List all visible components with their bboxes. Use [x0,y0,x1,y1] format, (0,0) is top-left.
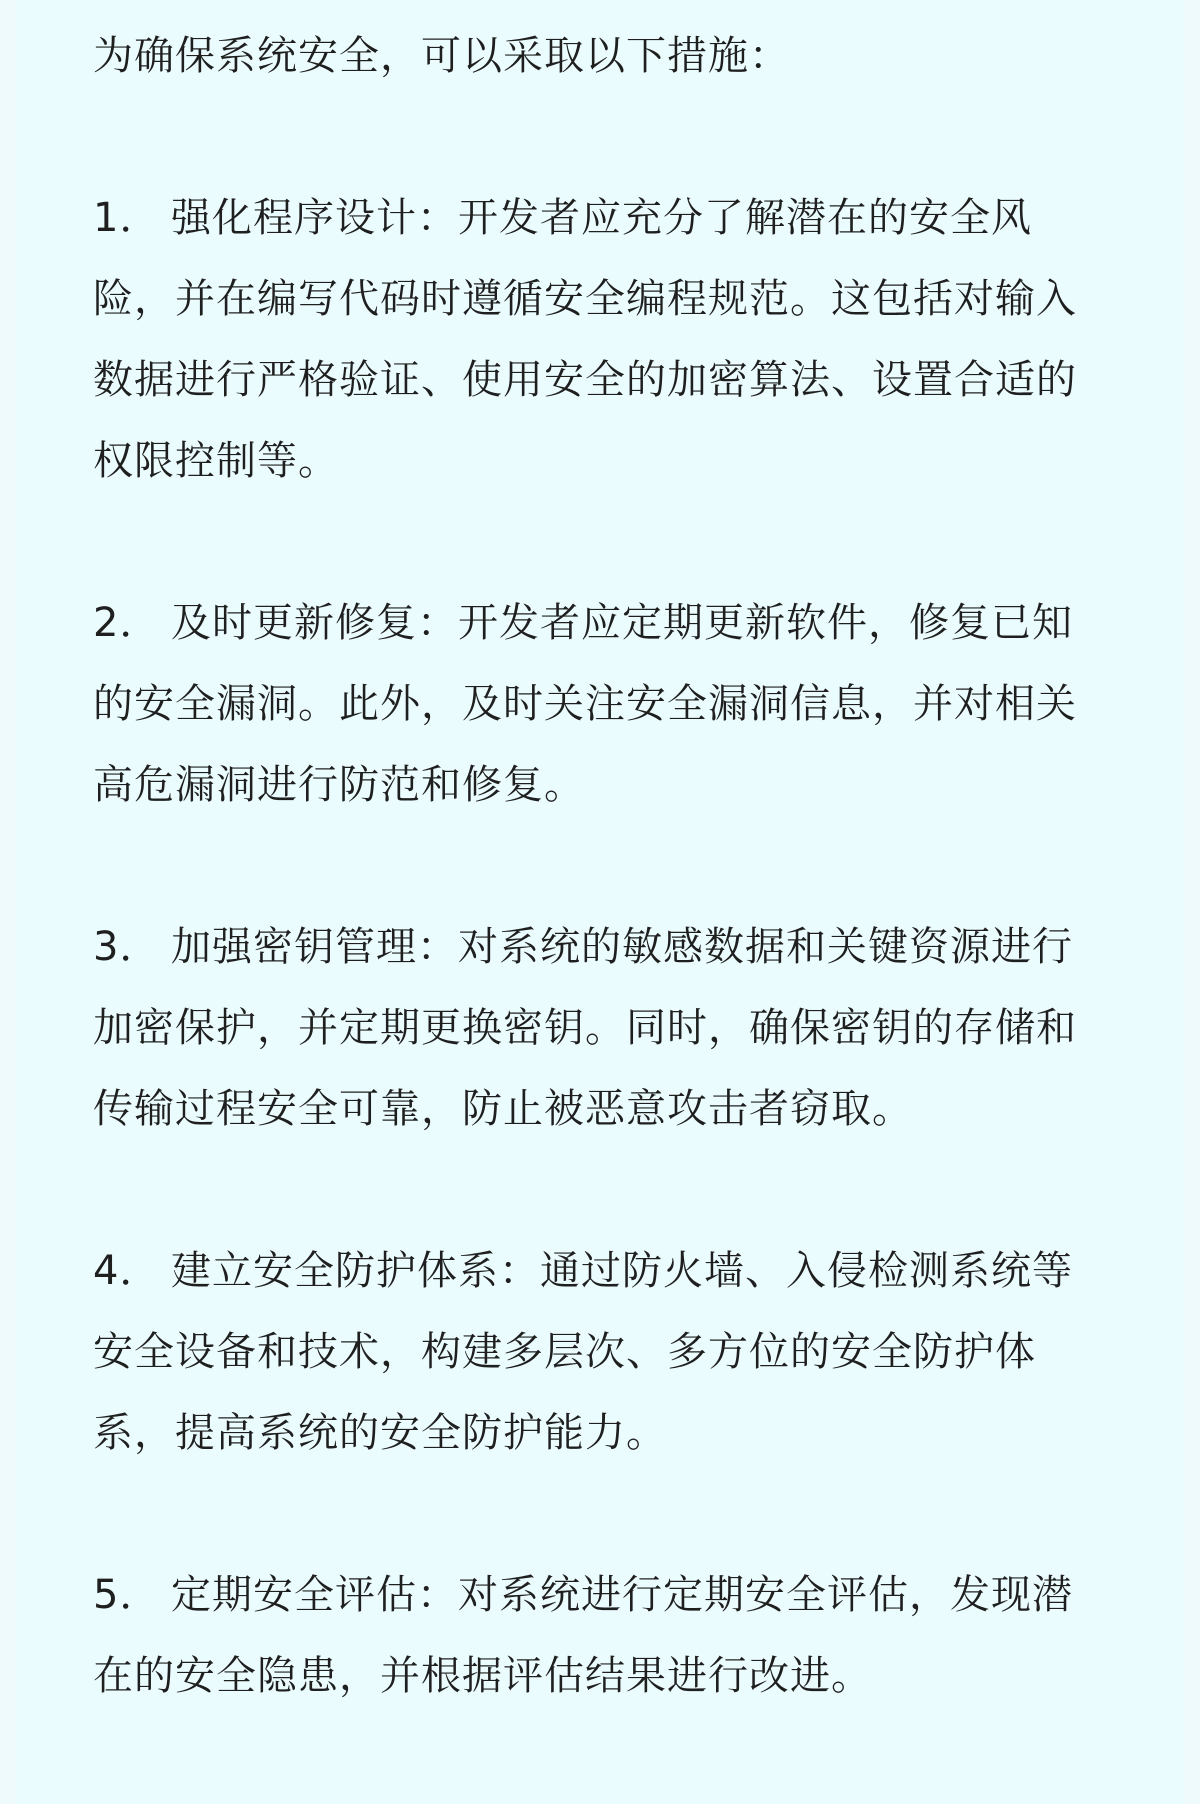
document-body [93,16,1093,1717]
intro-text: 为确保系统安全，可以采取以下措施： [93,33,790,79]
item-text: 及时更新修复：开发者应定期更新软件，修复已知的安全漏洞。此外，及时关注安全漏洞信息，并对相关高危漏洞进行防范和修复。 [93,600,1077,808]
item-text: 加强密钥管理：对系统的敏感数据和关键资源进行加密保护，并定期更换密钥。同时，确保密钥的存储和传输过程安全可靠，防止被恶意攻击者窃取。 [93,924,1077,1132]
item-number: 5． [93,1572,161,1618]
item-text: 定期安全评估：对系统进行定期安全评估，发现潜在的安全隐患，并根据评估结果进行改进。 [93,1572,1073,1699]
item-number: 1． [93,195,161,241]
content-panel [16,0,1184,1804]
list-item [93,907,1093,1150]
item-number: 3． [93,924,161,970]
item-number: 4． [93,1248,161,1294]
item-text: 强化程序设计：开发者应充分了解潜在的安全风险，并在编写代码时遵循安全编程规范。这包括对输入数据进行严格验证、使用安全的加密算法、设置合适的权限控制等。 [93,195,1077,484]
list-item [93,1231,1093,1474]
list-item [93,1555,1093,1717]
list-item [93,583,1093,826]
list-item [93,178,1093,502]
item-text: 建立安全防护体系：通过防火墙、入侵检测系统等安全设备和技术，构建多层次、多方位的安全防护体系，提高系统的安全防护能力。 [93,1248,1073,1456]
item-number: 2． [93,600,161,646]
